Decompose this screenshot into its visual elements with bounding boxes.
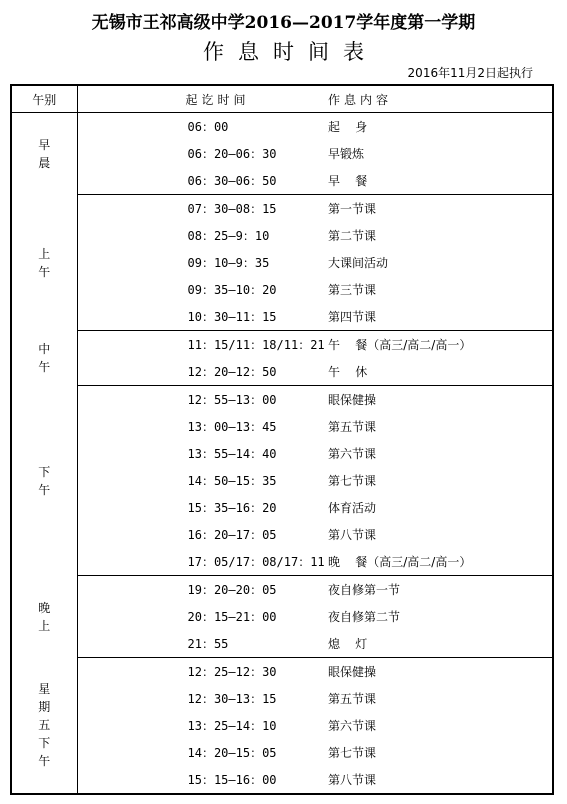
time-range: 06：30—06：50 bbox=[77, 167, 300, 195]
time-range: 15：15—16：00 bbox=[187, 773, 277, 787]
time-range: 09：10—9：35 bbox=[187, 256, 270, 270]
time-range: 13：55—14：40 bbox=[187, 447, 277, 461]
activity-name: 第七节课 bbox=[328, 746, 377, 760]
schedule-row bbox=[11, 712, 553, 739]
schedule-row bbox=[11, 658, 553, 686]
schedule-row bbox=[11, 303, 553, 331]
activity-name: 第七节课 bbox=[328, 474, 377, 488]
schedule-body bbox=[11, 113, 553, 795]
period-label: 中 午 bbox=[11, 331, 77, 386]
activity-name: 第二节课 bbox=[328, 229, 377, 243]
time-range: 08：25—9：10 bbox=[187, 229, 270, 243]
period-label: 星 期 五 下 午 bbox=[11, 658, 77, 795]
time-range: 12：25—12：30 bbox=[187, 665, 277, 679]
activity-name: 第八节课 bbox=[328, 528, 377, 542]
activity-name: 第一节课 bbox=[328, 202, 377, 216]
schedule-row bbox=[11, 576, 553, 604]
schedule-row bbox=[11, 413, 553, 440]
schedule-row bbox=[11, 113, 553, 141]
activity-name: 第三节课 bbox=[328, 283, 377, 297]
period-header: 午别 bbox=[11, 85, 77, 113]
activity-name: 午 休 bbox=[300, 358, 553, 386]
activity-name: 早锻炼 bbox=[328, 147, 365, 161]
time-range: 12：55—13：00 bbox=[187, 393, 277, 407]
activity-name: 大课间活动 bbox=[328, 256, 389, 270]
time-range: 07：30—08：15 bbox=[187, 202, 277, 216]
effective-date: 2016年11月2日起执行 bbox=[407, 66, 533, 80]
time-range: 12：20—12：50 bbox=[77, 358, 300, 386]
time-range: 09：35—10：20 bbox=[187, 283, 277, 297]
period-label: 早 晨 bbox=[11, 113, 77, 195]
time-range: 13：00—13：45 bbox=[187, 420, 277, 434]
time-range: 11：15/11：18/11：21 bbox=[187, 338, 325, 352]
activity-name: 夜自修第一节 bbox=[328, 583, 401, 597]
schedule-row bbox=[11, 249, 553, 276]
schedule-row bbox=[11, 167, 553, 195]
activity-name: 夜自修第二节 bbox=[328, 610, 401, 624]
activity-name: 起 身 bbox=[328, 120, 368, 134]
schedule-row bbox=[11, 440, 553, 467]
activity-name: 早 餐 bbox=[300, 167, 553, 195]
period-label: 下 午 bbox=[11, 386, 77, 576]
schedule-row bbox=[11, 358, 553, 386]
period-label: 上 午 bbox=[11, 195, 77, 331]
time-header: 起讫时间 bbox=[77, 85, 300, 113]
time-range: 17：05/17：08/17：11 bbox=[77, 548, 300, 576]
schedule-row bbox=[11, 685, 553, 712]
time-range: 10：30—11：15 bbox=[77, 303, 300, 331]
schedule-row bbox=[11, 603, 553, 630]
activity-name: 第六节课 bbox=[328, 719, 377, 733]
time-range: 14：50—15：35 bbox=[187, 474, 277, 488]
activity-name: 第八节课 bbox=[328, 773, 377, 787]
schedule-row bbox=[11, 276, 553, 303]
time-range: 20：15—21：00 bbox=[187, 610, 277, 624]
activity-name: 眼保健操 bbox=[328, 665, 377, 679]
time-range: 12：30—13：15 bbox=[187, 692, 277, 706]
activity-name: 第五节课 bbox=[328, 692, 377, 706]
schedule-table bbox=[10, 84, 554, 795]
activity-name: 第四节课 bbox=[300, 303, 553, 331]
schedule-row bbox=[11, 331, 553, 359]
schedule-row bbox=[11, 140, 553, 167]
schedule-row bbox=[11, 222, 553, 249]
period-label: 晚 上 bbox=[11, 576, 77, 658]
schedule-row bbox=[11, 494, 553, 521]
activity-name: 第六节课 bbox=[328, 447, 377, 461]
time-range: 06：00 bbox=[187, 120, 229, 134]
time-range: 21：55 bbox=[77, 630, 300, 658]
activity-name: 第五节课 bbox=[328, 420, 377, 434]
activity-name: 晚 餐（高三/高二/高一） bbox=[300, 548, 553, 576]
activity-header: 作息内容 bbox=[300, 85, 553, 113]
activity-name: 午 餐（高三/高二/高一） bbox=[328, 338, 472, 352]
time-range: 15：35—16：20 bbox=[187, 501, 277, 515]
schedule-row bbox=[11, 386, 553, 414]
page-title: 无锡市王祁高级中学2016—2017学年度第一学期 bbox=[91, 13, 476, 33]
schedule-row bbox=[11, 739, 553, 766]
time-range: 06：20—06：30 bbox=[187, 147, 277, 161]
activity-name: 体育活动 bbox=[328, 501, 377, 515]
schedule-row bbox=[11, 195, 553, 223]
header-row bbox=[11, 85, 553, 113]
time-range: 14：20—15：05 bbox=[187, 746, 277, 760]
time-range: 19：20—20：05 bbox=[187, 583, 277, 597]
schedule-row bbox=[11, 548, 553, 576]
activity-name: 熄 灯 bbox=[300, 630, 553, 658]
time-range: 16：20—17：05 bbox=[187, 528, 277, 542]
time-range: 13：25—14：10 bbox=[187, 719, 277, 733]
schedule-row bbox=[11, 766, 553, 794]
schedule-row bbox=[11, 630, 553, 658]
schedule-row bbox=[11, 467, 553, 494]
activity-name: 眼保健操 bbox=[328, 393, 377, 407]
schedule-row bbox=[11, 521, 553, 548]
page-subtitle: 作息时间表 bbox=[203, 40, 378, 64]
